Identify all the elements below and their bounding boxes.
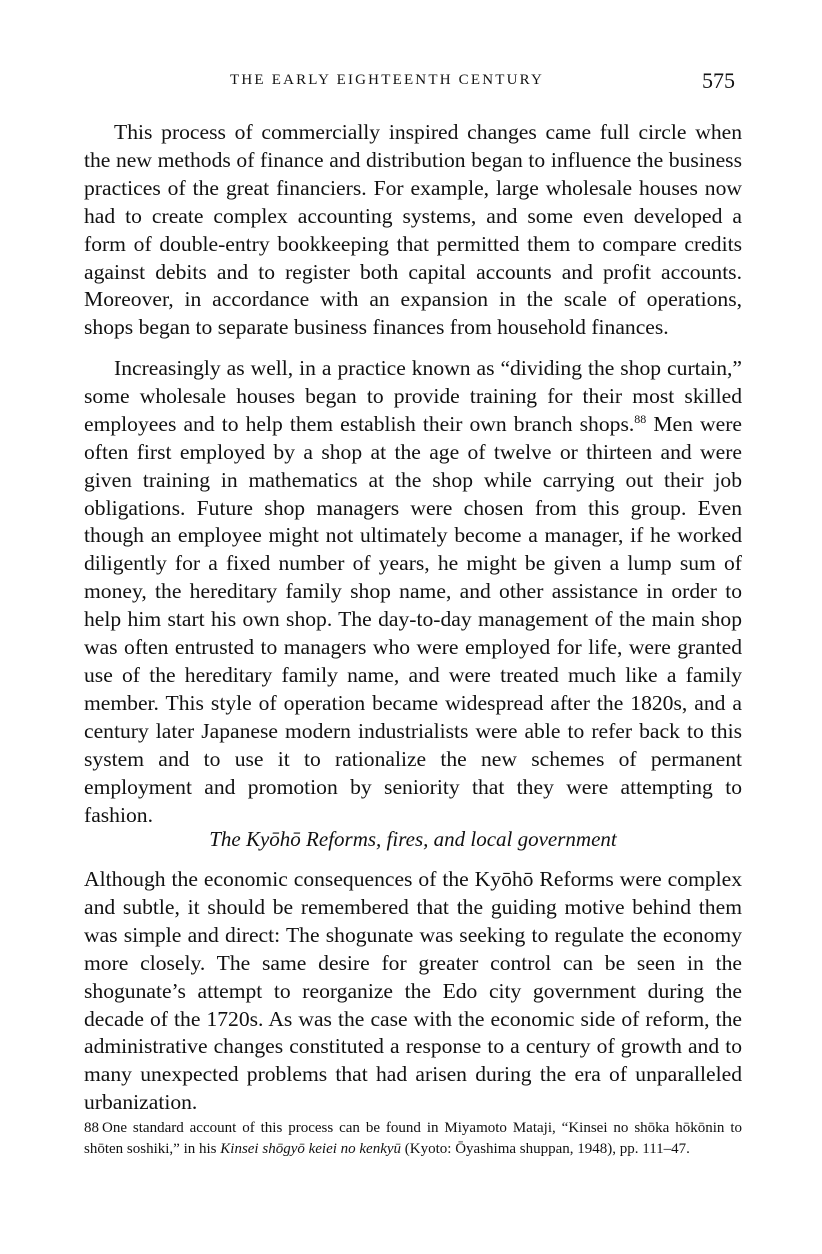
paragraph [84,866,742,1117]
paragraph [84,355,742,829]
section-heading: The Kyōhō Reforms, fires, and local government [209,827,617,851]
footnote-text-part: (Kyoto: Ōyashima shuppan, 1948), pp. 111–47. [401,1141,690,1157]
paragraph-text [84,355,742,829]
paragraph-text-part: Men were often first employed by a shop at the age of twelve or thirteen and were given training in mathematics at the shop while carrying out their job obligations. Future shop managers were chosen from this group. Even though an employee might not ultimately become a manager, if he worked diligently for a fixed number of years, he might be given a lump sum of money, the hereditary family shop name, and other assistance in order to help him start his own shop. The day-to-day management of the main shop was often entrusted to managers who were employed for life, were granted use of the hereditary family name, and were treated much like a family member. This style of operation became widespread after the 1820s, and a century later Japanese modern industrialists were able to refer back to this system and to use it to rationalize the new schemes of permanent employment and promotion by seniority that they were attempting to fashion. [84,411,742,827]
paragraph [84,119,742,342]
footnote-number: 88 [84,1120,99,1136]
footnote-reference: 88 [634,411,647,426]
running-head: THE EARLY EIGHTEENTH CENTURY [230,72,545,88]
page-number: 575 [702,68,735,93]
footnote [84,1118,742,1160]
paragraph-text: This process of commercially inspired changes came full circle when the new methods of finance and distribution began to influence the business practices of the great financiers. For example, large wholesale houses now had to create complex accounting systems, and some even developed a form of double-entry bookkeeping that permitted them to compare credits against debits and to register both capital accounts and profit accounts. Moreover, in accordance with an expansion in the scale of operations, shops began to separate business finances from household finances. [84,120,742,340]
paragraph-text: Although the economic consequences of the Kyōhō Reforms were complex and subtle, it should be remembered that the guiding motive behind them was simple and direct: The shogunate was seeking to regulate the economy more closely. The same desire for greater control can be seen in the shogunate’s attempt to reorganize the Edo city government during the decade of the 1720s. As was the case with the economic side of reform, the administrative changes constituted a response to a century of growth and to many unexpected problems that had arisen during the era of unparalleled urbanization. [84,867,742,1115]
paragraph-text-part: Increasingly as well, in a practice known as “dividing the shop curtain,” some wholesale houses began to provide training for their most skilled employees and to help them establish their own branch shops. [84,356,742,436]
footnote-text [84,1120,742,1157]
footnote-text-part: One standard account of this process can be found in Miyamoto Mataji, “Kinsei no shōka hōkōnin to shōten soshiki,” in his [84,1120,742,1157]
footnote-book-title: Kinsei shōgyō keiei no kenkyū [220,1141,402,1157]
